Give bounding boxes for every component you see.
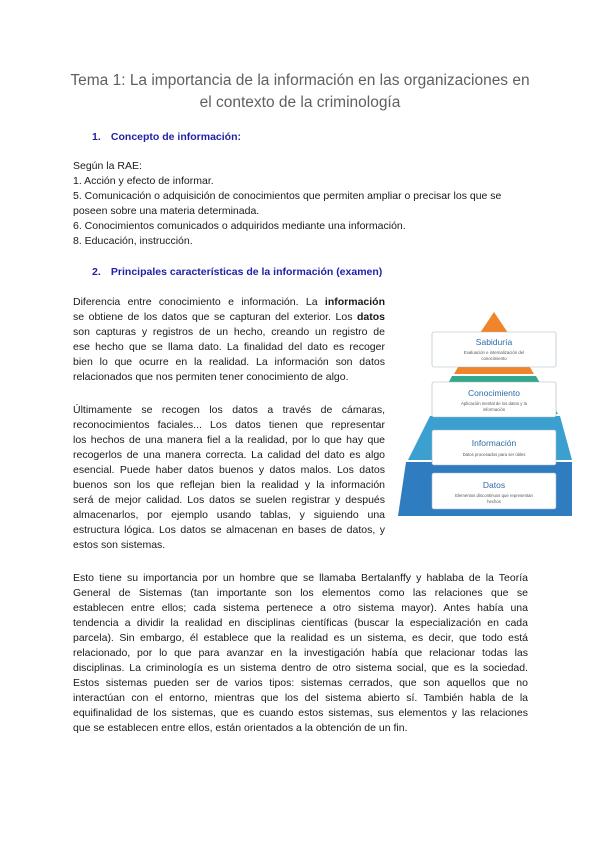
definition-line: poseen sobre una materia determinada. xyxy=(73,205,260,217)
section-1-heading xyxy=(92,131,241,143)
definition-line: 8. Educación, instrucción. xyxy=(73,235,193,247)
page-title-line-1: Tema 1: La importancia de la información en las organizaciones en xyxy=(70,72,530,89)
pyramid-desc-conocimiento: información xyxy=(482,407,506,412)
paragraph-line: establecen entre ellos; cada sistema pertenece a otro sistema mayor). Antes había una xyxy=(73,602,528,614)
paragraph-line: Estos sistemas pueden ser de varios tipos: sistemas cerrados, que son aquellos que no xyxy=(73,677,528,689)
pyramid-title-sabiduria: Sabiduría xyxy=(475,337,513,347)
paragraph-line: estos son sistemas. xyxy=(73,539,166,551)
paragraph-line: Esto tiene su importancia por un hombre que se llamaba Bertalanffy y hablaba de la Teoría xyxy=(73,572,528,584)
paragraph-line: los hechos de una manera fiel a la realidad, por lo que hay que xyxy=(73,434,385,446)
paragraph-line: relacionado, por lo que para avanzar en la investigación había que relacionar todas las xyxy=(73,647,528,659)
paragraph-line: será de mejor calidad. Los datos se suelen registrar y después xyxy=(73,494,385,506)
paragraph-line: tendencia a dividir la realidad en disciplinas científicas (buscar la especialización en cada xyxy=(73,617,528,629)
paragraph-line: son capturas y registros de un hecho, creando un registro de xyxy=(73,326,385,338)
paragraph-line: relacionados que nos permiten tener conocimiento de algo. xyxy=(73,371,349,383)
paragraph-line: buenos son los que reflejan bien la realidad y la información xyxy=(73,479,385,491)
bold-term-datos: datos xyxy=(357,311,386,323)
section-1-number: 1. xyxy=(92,131,101,143)
paragraph-line: General de Sistemas (tan importante son los elementos como las relaciones que se xyxy=(73,587,528,599)
definition-line: 6. Conocimientos comunicados o adquiridos mediante una información. xyxy=(73,220,406,232)
pyramid-desc-datos: Elementos discontinuos que representan xyxy=(455,493,533,498)
paragraph-1 xyxy=(73,295,385,385)
paragraph-line: ese hecho que se llama dato. La finalidad del dato es recoger xyxy=(73,341,385,353)
paragraph-line: Diferencia entre conocimiento e información. La información xyxy=(73,296,385,308)
paragraph-3 xyxy=(73,571,528,736)
section-1-definitions xyxy=(73,159,501,249)
section-2-number: 2. xyxy=(92,266,101,278)
pyramid-desc-datos: hechos xyxy=(487,499,501,504)
dikw-pyramid-figure xyxy=(396,310,572,522)
pyramid-desc-conocimiento: Aplicación mental de los datos y la xyxy=(461,401,527,406)
page-title xyxy=(60,70,540,114)
definition-line: 1. Acción y efecto de informar. xyxy=(73,175,214,187)
paragraph-line: equifinalidad de los sistemas, que es cuando estos sistemas, sus elementos y las relaciones xyxy=(73,707,528,719)
pyramid-desc-sabiduria: conocimiento xyxy=(481,356,507,361)
pyramid-title-conocimiento: Conocimiento xyxy=(468,388,520,398)
paragraph-line: almacenarlos, por ejemplo usando tablas, y siguiendo una xyxy=(73,509,385,521)
paragraph-line: interactúan con el entorno, mientras que los del sistema abierto sí. También habla de la xyxy=(73,692,528,704)
paragraph-2 xyxy=(73,403,385,553)
page-title-line-2: el contexto de la criminología xyxy=(199,94,401,111)
section-1-title: Concepto de información: xyxy=(110,131,242,143)
paragraph-line: bien lo que ocurre en la realidad. La información son datos xyxy=(73,356,385,368)
definition-line: Según la RAE: xyxy=(73,160,142,172)
section-2-heading xyxy=(92,266,382,278)
paragraph-line: Últimamente se recogen los datos a través de cámaras, xyxy=(73,404,385,416)
paragraph-line: esencial. Puede haber datos buenos y datos malos. Los datos xyxy=(73,464,385,476)
definition-line: 5. Comunicación o adquisición de conocimientos que permiten ampliar o precisar los que se xyxy=(73,190,502,202)
paragraph-line: estructura lógica. Los datos se almacenan en bases de datos, y xyxy=(73,524,385,536)
pyramid-title-informacion: Información xyxy=(471,438,517,448)
pyramid-title-datos: Datos xyxy=(482,480,506,490)
section-2-title: Principales características de la información (examen) xyxy=(110,266,383,278)
paragraph-line: parcela). Sin embargo, él establece que la realidad es un sistema, es decir, que todo está xyxy=(73,632,528,644)
bold-term-informacion: información xyxy=(324,296,385,308)
pyramid-desc-sabiduria: Evaluación e internalización del xyxy=(463,350,525,355)
pyramid-desc-informacion: Datos procesados para ser útiles xyxy=(462,452,526,457)
paragraph-line: se obtiene de los datos que se capturan del exterior. Los datos xyxy=(73,311,386,323)
paragraph-line: recogerlos de una manera correcta. La calidad del dato es algo xyxy=(73,449,385,461)
paragraph-line: reconocimientos faciales... Los datos tienen que representar xyxy=(73,419,385,431)
paragraph-line: disciplinas. La criminología es un sistema dentro de otro sistema social, que es la sociedad. xyxy=(73,662,528,674)
paragraph-line: que se establecen entre ellos, están orientados a la obtención de un fin. xyxy=(73,722,408,734)
